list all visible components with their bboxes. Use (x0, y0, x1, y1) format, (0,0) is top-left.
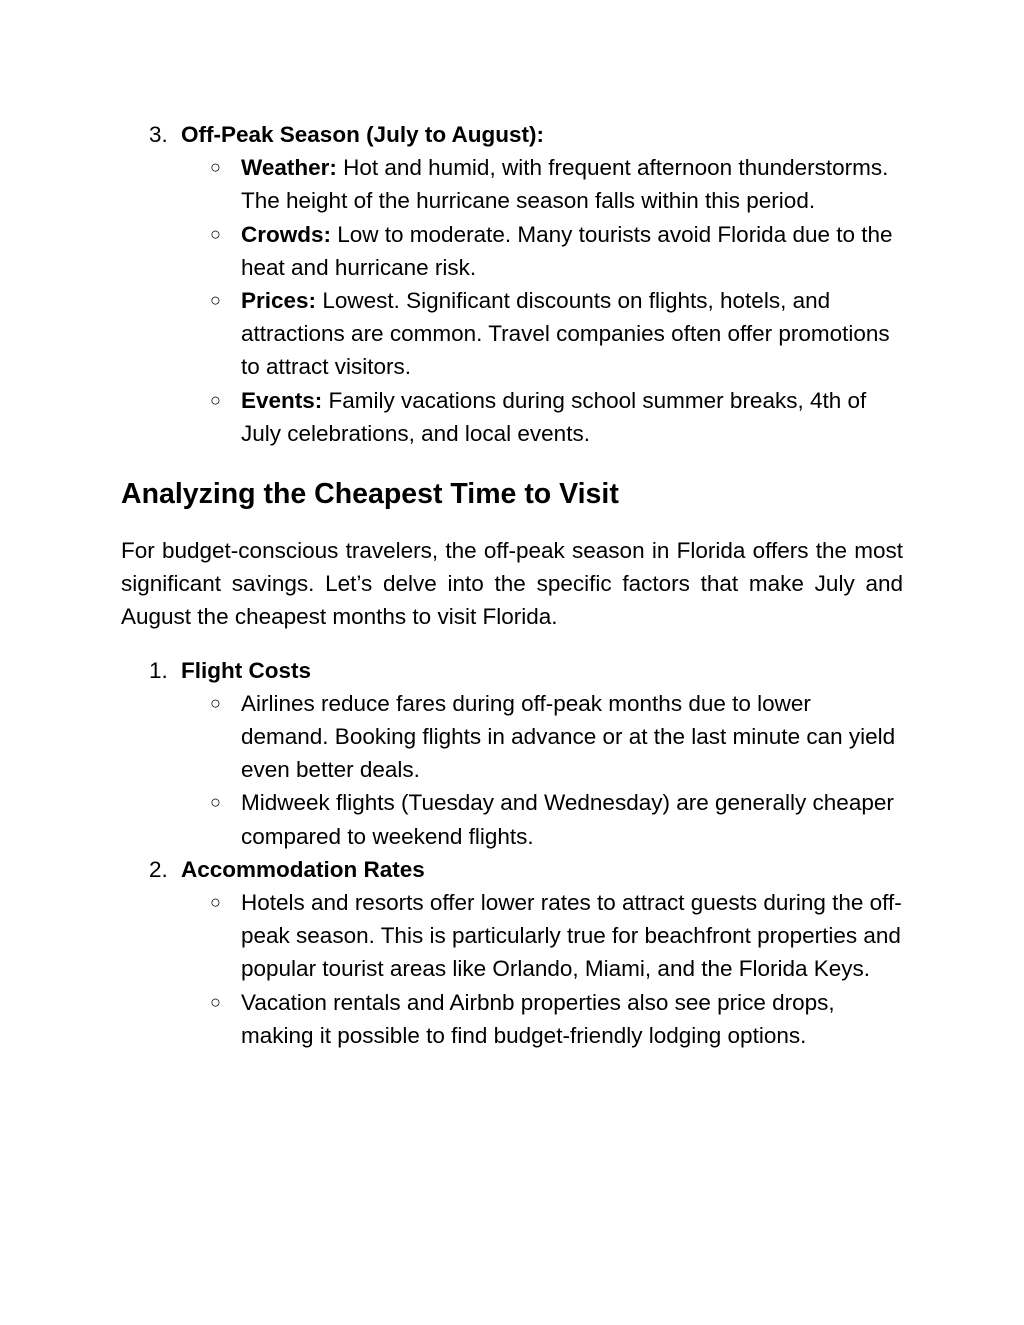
section-paragraph: For budget-conscious travelers, the off-peak season in Florida offers the most significant savings. Let’s delve into the specific factors that make July and August the cheapest months to visit Florida. (121, 538, 903, 630)
detail-text: Lowest. Significant discounts on flights, hotels, and attractions are common. Travel companies often offer promotions to attract visitors. (241, 288, 890, 380)
list-item-flight-costs (121, 654, 903, 853)
bullet-circle-icon: ○ (210, 223, 221, 244)
accommodation-details (181, 886, 903, 1052)
detail-item (181, 886, 903, 986)
bullet-circle-icon: ○ (210, 692, 221, 713)
detail-item (181, 986, 903, 1052)
flight-cost-details (181, 687, 903, 853)
detail-item (181, 687, 903, 787)
detail-text: Vacation rentals and Airbnb properties also see price drops, making it possible to find budget-friendly lodging options. (241, 989, 835, 1048)
section-heading: Analyzing the Cheapest Time to Visit (121, 478, 619, 511)
detail-text: Hot and humid, with frequent afternoon thunderstorms. The height of the hurricane season falls within this period. (241, 155, 889, 214)
detail-weather (181, 151, 903, 217)
list-number: 3. (149, 122, 168, 147)
bullet-circle-icon: ○ (210, 389, 221, 410)
list-item-title: Flight Costs (181, 657, 311, 683)
detail-label: Weather: (241, 155, 337, 181)
detail-text: Hotels and resorts offer lower rates to attract guests during the off-peak season. This is particularly true for beachfront properties and popular tourist areas like Orlando, Miami, and the Florida Keys. (241, 890, 902, 982)
offpeak-details (181, 151, 903, 450)
detail-prices (181, 284, 903, 384)
bullet-circle-icon: ○ (210, 892, 221, 913)
list-item-offpeak-season (121, 118, 903, 450)
detail-text: Low to moderate. Many tourists avoid Florida due to the heat and hurricane risk. (241, 221, 893, 280)
detail-label: Crowds: (241, 221, 331, 247)
bullet-circle-icon: ○ (210, 991, 221, 1012)
list-item-title: Accommodation Rates (181, 856, 425, 882)
list-item-title: Off-Peak Season (July to August): (181, 122, 544, 147)
detail-events (181, 384, 903, 450)
list-item-accommodation-rates (121, 853, 903, 1052)
season-list (121, 118, 903, 450)
detail-item (181, 786, 903, 852)
list-number: 1. (149, 657, 168, 683)
detail-crowds (181, 218, 903, 284)
bullet-circle-icon: ○ (210, 290, 221, 311)
detail-text: Airlines reduce fares during off-peak months due to lower demand. Booking flights in advance or at the last minute can yield even better deals. (241, 690, 896, 783)
detail-label: Prices: (241, 288, 317, 314)
bullet-circle-icon: ○ (210, 792, 221, 813)
detail-text: Family vacations during school summer breaks, 4th of July celebrations, and local events. (241, 387, 867, 446)
detail-label: Events: (241, 387, 323, 413)
factor-list (121, 654, 903, 1052)
bullet-circle-icon: ○ (210, 157, 221, 178)
detail-text: Midweek flights (Tuesday and Wednesday) are generally cheaper compared to weekend flights. (241, 790, 894, 849)
list-number: 2. (149, 856, 168, 882)
page-content (121, 118, 903, 1052)
